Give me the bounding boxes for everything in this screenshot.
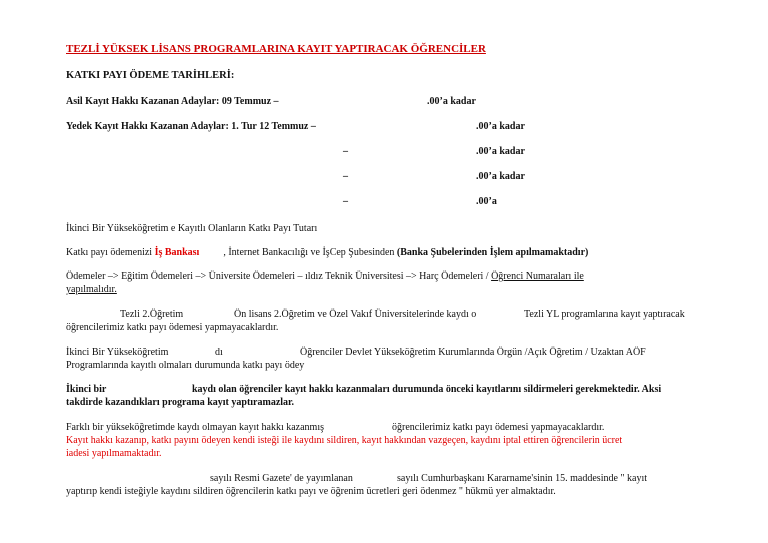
payment-path-line-2: yapılmalıdır.: [66, 284, 117, 295]
gazette-line-2: yaptırıp kendi isteğiyle kaydını sildiren öğrencilerin katkı payı ve öğrenim ücretleri geri ödenmez " hükmü yer almaktadır.: [66, 486, 556, 497]
warning-line-part-1: İkinci bir: [66, 384, 107, 395]
gazette-line-part-1: sayılı Resmi Gazete' de yayımlanan: [210, 473, 353, 484]
date-row-5-value: .00’a: [476, 196, 497, 207]
second-education-line-part-2: dı: [215, 347, 223, 358]
student-number-note: Öğrenci Numaraları ile: [491, 271, 584, 282]
payment-method-text: Katkı payı ödemenizi: [66, 247, 155, 258]
document-title: TEZLİ YÜKSEK LİSANS PROGRAMLARINA KAYIT YAPTIRACAK ÖĞRENCİLER: [66, 43, 486, 55]
payment-path-line: [66, 271, 584, 283]
date-row-2-value: .00’a kadar: [476, 121, 525, 132]
exempt-line-2: öğrencilerimiz katkı payı ödemesi yapmayacaklardır.: [66, 322, 279, 333]
warning-line-2: takdirde kazandıkları programa kayıt yaptıramazlar.: [66, 397, 295, 408]
second-education-fee-line: İkinci Bir Yükseköğretim e Kayıtlı Olanların Katkı Payı Tutarı: [66, 223, 318, 234]
second-education-line-part-3: Öğrenciler Devlet Yükseköğretim Kurumlarında Örgün /Açık Öğretim / Uzaktan AÖF: [300, 347, 646, 358]
date-row-1-label: Asil Kayıt Hakkı Kazanan Adaylar: 09 Temmuz –: [66, 96, 279, 107]
refund-warning-line-2: iadesi yapılmamaktadır.: [66, 448, 162, 459]
second-education-line-part-1: İkinci Bir Yükseköğretim: [66, 347, 169, 358]
date-row-4-value: .00’a kadar: [476, 171, 525, 182]
payment-dates-heading: KATKI PAYI ÖDEME TARİHLERİ:: [66, 70, 235, 81]
no-payment-line-part-2: öğrencilerimiz katkı payı ödemesi yapmayacaklardır.: [392, 422, 605, 433]
date-row-2-label: Yedek Kayıt Hakkı Kazanan Adaylar: 1. Tur 12 Temmuz –: [66, 121, 316, 132]
payment-path-text: Ödemeler –> Eğitim Ödemeleri –> Üniversite Ödemeleri – ıldız Teknik Üniversitesi –> Harç Ödemeleri /: [66, 271, 492, 282]
exempt-line-part-2: Ön lisans 2.Öğretim ve Özel Vakıf Üniversitelerinde kaydı o: [234, 309, 477, 320]
payment-channel-text: , İnternet Bankacılığı ve İşCep Şubesinden: [223, 247, 397, 258]
date-row-3-value: .00’a kadar: [476, 146, 525, 157]
no-payment-line-part-1: Farklı bir yükseköğretimde kaydı olmayan kayıt hakkı kazanmış: [66, 422, 324, 433]
date-row-5-label: –: [343, 196, 348, 207]
date-row-1-value: .00’a kadar: [427, 96, 476, 107]
bank-name: İş Bankası: [154, 247, 200, 258]
gazette-line-part-2: sayılı Cumhurbaşkanı Kararname'sinin 15. maddesinde " kayıt: [397, 473, 647, 484]
payment-method-line: [66, 247, 588, 259]
date-row-4-label: –: [343, 171, 348, 182]
exempt-line-part-3: Tezli YL programlarına kayıt yaptıracak: [524, 309, 685, 320]
date-row-3-label: –: [343, 146, 348, 157]
branch-note: (Banka Şubelerinden İşlem apılmamaktadır): [396, 247, 589, 258]
second-education-line-2: Programlarında kayıtlı olmaları durumunda katkı payı ödey: [66, 360, 305, 371]
exempt-line-part-1: Tezli 2.Öğretim: [120, 309, 184, 320]
warning-line-part-2: kaydı olan öğrenciler kayıt hakkı kazanmaları durumunda önceki kayıtlarını sildirmeleri gerekmektedir. Aksi: [192, 384, 662, 395]
refund-warning-line-1: Kayıt hakkı kazanıp, katkı payını ödeyen kendi isteği ile kaydını sildiren, kayıt hakkından vazgeçen, kaydını iptal ettiren öğrencilerin ücret: [66, 435, 623, 446]
